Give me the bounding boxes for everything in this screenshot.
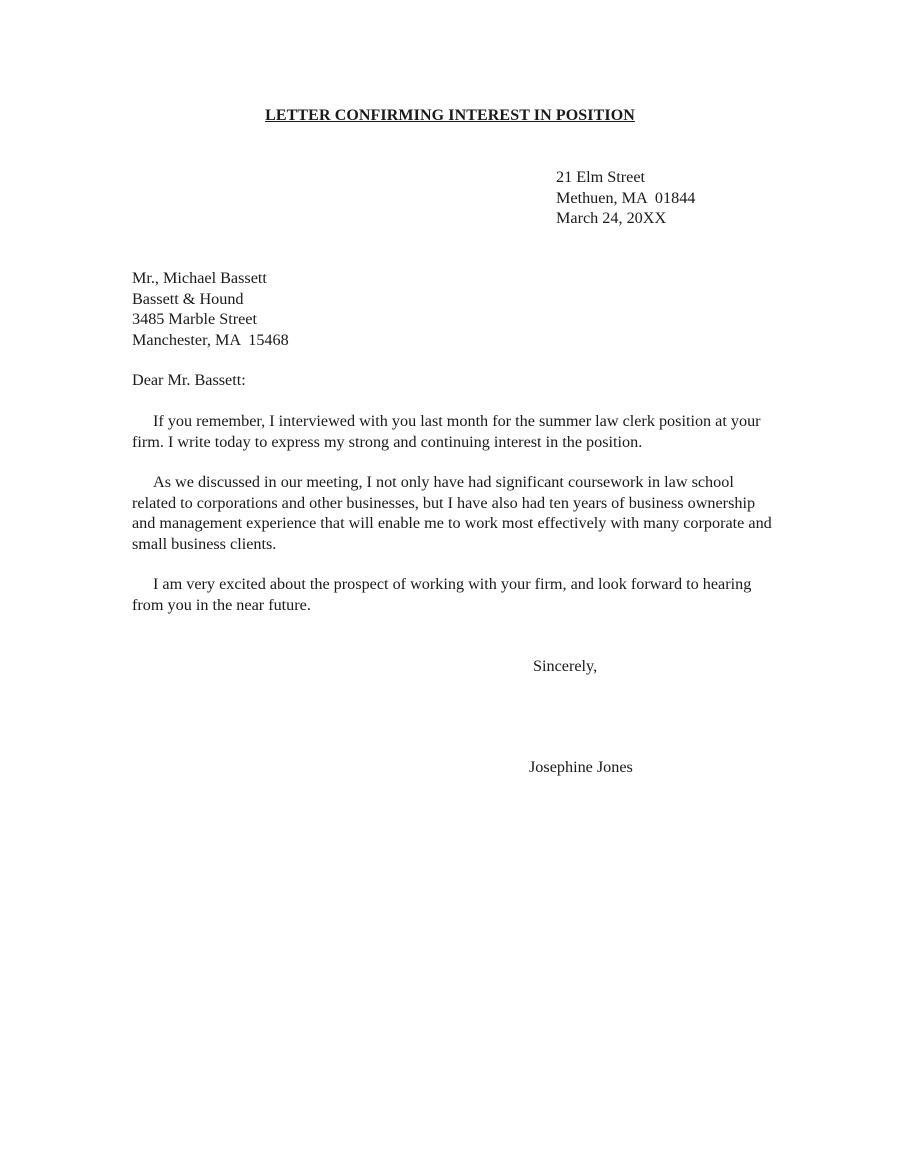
letter-date: March 24, 20XX [556,209,667,228]
closing: Sincerely, [533,657,598,675]
body-paragraph-2: As we discussed in our meeting, I not only have had significant coursework in law school related to corporations and other businesses, but I have also had ten years of business ownership and management experience that will enable me to work most effectively with many corporate and small business clients. [132,473,772,553]
recipient-company: Bassett & Hound [132,289,244,308]
sender-street: 21 Elm Street [556,168,646,186]
body-paragraph-3: I am very excited about the prospect of working with your firm, and look forward to hearing from you in the near future. [132,575,752,614]
recipient-name: Mr., Michael Bassett [132,269,267,287]
sender-address-block [556,167,695,229]
letter-title: LETTER CONFIRMING INTEREST IN POSITION [265,107,635,124]
sender-city-line: Methuen, MA 01844 [556,188,696,207]
recipient-address-block [132,268,289,350]
body-paragraph-1: If you remember, I interviewed with you last month for the summer law clerk position at your firm. I write today to express my strong and continuing interest in the position. [132,412,761,451]
salutation: Dear Mr. Bassett: [132,371,246,389]
signature-name: Josephine Jones [529,758,633,776]
recipient-city-line: Manchester, MA 15468 [132,330,289,349]
recipient-street: 3485 Marble Street [132,310,257,329]
